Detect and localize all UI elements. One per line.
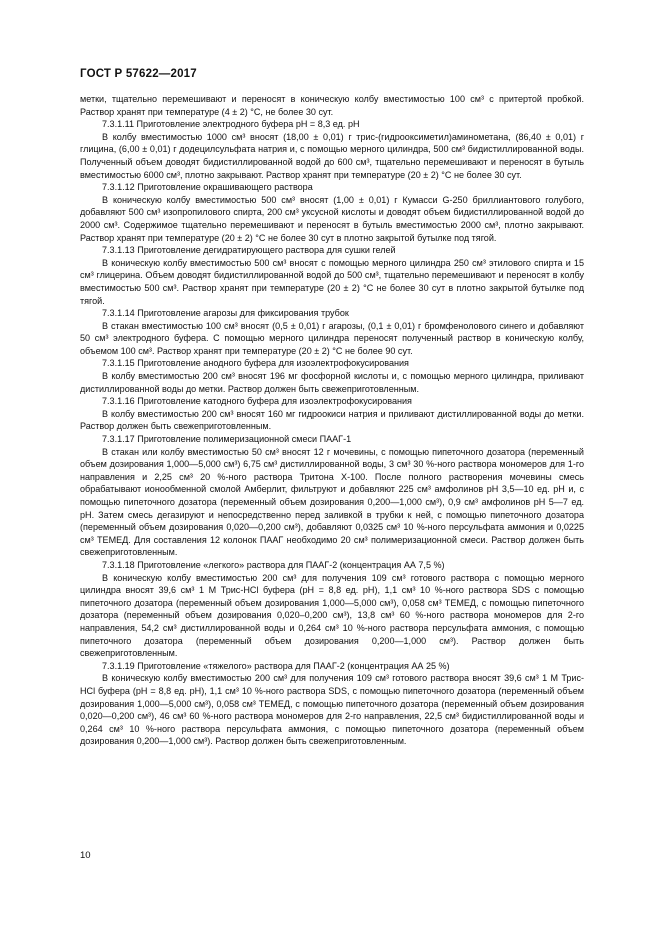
paragraph: В колбу вместимостью 200 см³ вносят 196 мг фосфорной кислоты и, с помощью мерного цилиндра, приливают дистиллированной воды до метки. Раствор должен быть свежеприготовленным.: [80, 371, 584, 394]
section-heading-7-3-1-16: 7.3.1.16 Приготовление катодного буфера для изоэлектрофокусирования: [102, 396, 412, 407]
section-heading-7-3-1-18: 7.3.1.18 Приготовление «легкого» раствора для ПААГ-2 (концентрация АА 7,5 %): [102, 559, 445, 570]
paragraph: В стакан вместимостью 100 см³ вносят (0,5 ± 0,01) г агарозы, (0,1 ± 0,01) г бромфенолового синего и добавляют 50 см³ электродного буфера. С помощью мерного цилиндра переносят полученный раствор в коническую колбу, объемом 100 см³. Раствор хранят при температуре (20 ± 2) °С не более 90 сут.: [80, 320, 584, 356]
paragraph: В колбу вместимостью 1000 см³ вносят (18,00 ± 0,01) г трис-(гидрооксиметил)аминометана, (86,40 ± 0,01) г глицина, (6,00 ± 0,01) г додецилсульфата натрия и, с помощью мерного цилиндра, 500 см³ бидистиллированной воды. Полученный объем доводят бидистиллированной водой до 600 см³, тщательно перемешивают и переносят в бутыль вместимостью 6000 см³, плотно закрывают. Раствор хранят при температуре (20 ± 2) °С не более 30 сут.: [80, 131, 584, 180]
paragraph: В коническую колбу вместимостью 200 см³ для получения 109 см³ готового раствора вносят 39,6 см³ 1 М Трис-HCl буфера (рН = 8,8 ед. рН), 1,1 см³ 10 %-ного раствора SDS, с помощью пипеточного дозатора (переменный объем дозирования 1,000—5,000 см³), 0,058 см³ ТЕМЕД, с помощью пипеточного дозатора (переменный объем дозирования 0,020—0,200 см³), 46 см³ 60 %-ного раствора мономеров для 2-го направления, 22,5 см³ бидистиллированной воды и 0,264 см³ 10 %-ного раствора персульфата аммония, с помощью пипеточного дозатора (переменный объем дозирования 0,200—1,000 см³). Раствор должен быть свежеприготовленным.: [80, 673, 584, 747]
section-heading-7-3-1-19: 7.3.1.19 Приготовление «тяжелого» раствора для ПААГ-2 (концентрация АА 25 %): [102, 660, 450, 671]
section-heading-7-3-1-11: 7.3.1.11 Приготовление электродного буфера рН = 8,3 ед. рН: [102, 119, 360, 130]
document-body: [80, 93, 584, 748]
paragraph: В колбу вместимостью 200 см³ вносят 160 мг гидроокиси натрия и приливают дистиллированной воды до метки. Раствор должен быть свежеприготовленным.: [80, 408, 584, 432]
page-number: 10: [80, 850, 91, 861]
section-heading-7-3-1-14: 7.3.1.14 Приготовление агарозы для фиксирования трубок: [102, 308, 349, 319]
section-heading-7-3-1-13: 7.3.1.13 Приготовление дегидратирующего раствора для сушки гелей: [102, 245, 396, 256]
document-header: ГОСТ Р 57622—2017: [80, 68, 197, 80]
paragraph: В коническую колбу вместимостью 500 см³ вносят (1,00 ± 0,01) г Кумасси G-250 бриллиантового голубого, добавляют 500 см³ изопропилового спирта, 200 см³ уксусной кислоты и доводят объем бидистиллированной водой до 2000 см³. Содержимое тщательно перемешивают и переносят в бутыль вместимостью 2000 см³, плотно закрывают. Раствор хранят при температуре (20 ± 2) °С не более 30 сут в плотно закрытой бутылке под тягой.: [80, 194, 584, 243]
section-heading-7-3-1-12: 7.3.1.12 Приготовление окрашивающего раствора: [102, 182, 313, 193]
paragraph-continuation: метки, тщательно перемешивают и переносят в коническую колбу вместимостью 100 см³ с притертой пробкой. Раствор хранят при температуре (4 ± 2) °С, не более 30 сут.: [80, 94, 584, 117]
section-heading-7-3-1-15: 7.3.1.15 Приготовление анодного буфера для изоэлектрофокусирования: [102, 358, 409, 369]
section-heading-7-3-1-17: 7.3.1.17 Приготовление полимеризационной смеси ПААГ-1: [102, 434, 352, 445]
paragraph: В стакан или колбу вместимостью 50 см³ вносят 12 г мочевины, с помощью пипеточного дозатора (переменный объем дозирования 1,000—5,000 см³) 6,75 см³ дистиллированной воды, 3 см³ 30 %-ного раствора мономеров для 1-го направления и 2,25 см³ 20 %-ного раствора Тритона Х-100. После полного растворения мочевины смесь обрабатывают ионообменной смолой Амберлит, фильтруют и добавляют 225 см³ амфолинов рН 3,5—10 ед. рН и, с помощью пипеточного дозатора (переменный объем дозирования 0,200—1,000 см³), 0,9 см³ амфолинов рН 5—7 ед. рН. Затем смесь дегазируют и непосредственно перед заливкой в трубки к ней, с помощью пипеточного дозатора (переменный объем дозирования 0,020—0,200 см³), добавляют 0,0325 см³ 10 %-ного персульфата аммония и 0,0225 см³ ТЕМЕД. Для составления 12 колонок ПААГ необходимо 20 см³ полимеризационной смеси. Раствор должен быть свежеприготовленным.: [80, 446, 584, 558]
paragraph: В коническую колбу вместимостью 500 см³ вносят с помощью мерного цилиндра 250 см³ этилового спирта и 15 см³ глицерина. Объем доводят бидистиллированной водой до 500 см³, тщательно перемешивают и переносят в колбу вместимостью 500 см³. Раствор хранят при температуре (20 ± 2) °С не более 30 сут в плотно закрытой бутылке под тягой.: [80, 257, 584, 306]
paragraph: В коническую колбу вместимостью 200 см³ для получения 109 см³ готового раствора с помощью мерного цилиндра вносят 39,6 см³ 1 М Трис-HCl буфера (рН = 8,8 ед. рН), 1,1 см³ 10 %-ного раствора SDS с помощью пипеточного дозатора (переменный объем дозирования 1,000—5,000 см³), 0,058 см³ ТЕМЕД, с помощью пипеточного дозатора (переменный объем дозирования 0,020–0,200 см³), 13,8 см³ 60 %-ного раствора мономеров для 2-го направления, 54,2 см³ дистиллированной воды и 0,264 см³ 10 %-ного раствора персульфата аммония, с помощью пипеточного дозатора (переменный объем дозирования 0,200—1,000 см³). Раствор должен быть свежеприготовленным.: [80, 572, 584, 659]
